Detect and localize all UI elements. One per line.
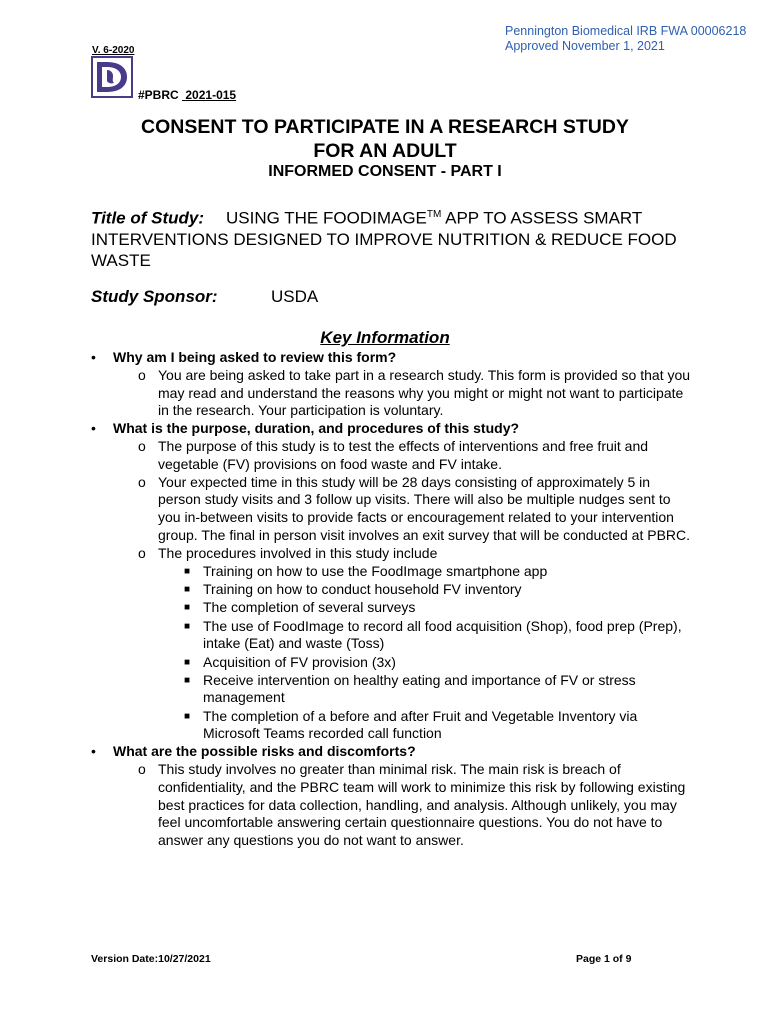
bullet-icon: •	[91, 349, 96, 365]
answer-item	[91, 367, 691, 420]
procedure-text: Training on how to conduct household FV inventory	[203, 581, 522, 598]
irb-approval-stamp	[505, 24, 746, 54]
procedure-text: Training on how to use the FoodImage smartphone app	[203, 562, 548, 579]
bullet-icon: •	[91, 743, 96, 760]
procedure-item	[91, 672, 691, 708]
square-bullet-icon: ■	[184, 602, 191, 614]
square-bullet-icon: ■	[184, 710, 191, 722]
procedure-text: The use of FoodImage to record all food acquisition (Shop), food prep (Prep), intake (Eat) and waste (Toss)	[203, 617, 682, 652]
key-information-list	[91, 349, 691, 850]
answer-text: This study involves no greater than minimal risk. The main risk is breach of confidentiality, and the PBRC team will work to minimize this risk by following existing best practices for data collection, handling, and analysis. Although unlikely, you may feel uncomfortable answering certain questionnaire questions. You do not have to answer any questions you do not want to answer.	[158, 761, 686, 849]
pbrc-logo	[91, 56, 133, 98]
key-information-heading: Key Information	[320, 328, 450, 347]
circle-bullet-icon: o	[138, 761, 146, 778]
trademark-mark: TM	[426, 209, 442, 220]
answer-item	[91, 761, 691, 850]
procedure-text: Acquisition of FV provision (3x)	[203, 653, 396, 670]
study-sponsor-block	[91, 287, 319, 307]
question-item	[91, 743, 691, 761]
procedure-text: The completion of a before and after Fruit and Vegetable Inventory via Microsoft Teams recorded call function	[203, 707, 638, 742]
procedure-item	[91, 581, 691, 599]
procedure-item	[91, 599, 691, 617]
answer-text: Your expected time in this study will be 28 days consisting of approximately 5 in person study visits and 3 follow up visits. There will also be multiple nudges sent to you in-between visits to provide facts or encouragement related to your intervention group. The final in person visit involves an exit survey that will be conducted at PBRC.	[158, 473, 691, 543]
study-sponsor-value: USDA	[271, 287, 319, 306]
procedure-item	[91, 563, 691, 581]
study-sponsor-label: Study Sponsor:	[91, 287, 218, 306]
question-text: Why am I being asked to review this form?	[113, 349, 397, 365]
answer-item	[91, 438, 691, 474]
document-subtitle: INFORMED CONSENT - PART I	[268, 163, 502, 180]
irb-line-2: Approved November 1, 2021	[505, 39, 665, 53]
study-title-text-1: USING THE FOODIMAGE	[226, 208, 427, 228]
form-version: V. 6-2020	[92, 45, 135, 56]
procedure-item	[91, 654, 691, 672]
bullet-icon: •	[91, 420, 96, 437]
answer-text: The purpose of this study is to test the effects of interventions and free fruit and vegetable (FV) provisions on food waste and FV intake.	[158, 437, 649, 472]
procedure-text: The completion of several surveys	[203, 599, 416, 616]
procedure-item	[91, 618, 691, 654]
answer-text: You are being asked to take part in a research study. This form is provided so that you may read and understand the reasons why you might or might not want to participate in the research. Your participation is voluntary.	[158, 366, 691, 419]
procedure-item	[91, 708, 691, 744]
question-text: What is the purpose, duration, and procedures of this study?	[113, 420, 520, 437]
study-title-block	[91, 204, 691, 271]
square-bullet-icon: ■	[184, 584, 191, 596]
answer-item	[91, 545, 691, 563]
document-title-line-1: CONSENT TO PARTICIPATE IN A RESEARCH STUDY	[141, 116, 629, 138]
circle-bullet-icon: o	[138, 366, 146, 383]
study-title-label: Title of Study:	[91, 208, 205, 228]
irb-line-1: Pennington Biomedical IRB FWA 00006218	[505, 24, 747, 38]
answer-item	[91, 474, 691, 545]
square-bullet-icon: ■	[184, 656, 191, 668]
circle-bullet-icon: o	[138, 473, 146, 490]
study-title-text-2: APP TO ASSESS SMART INTERVENTIONS DESIGNED TO IMPROVE NUTRITION & REDUCE FOOD WASTE	[91, 208, 677, 270]
square-bullet-icon: ■	[184, 674, 191, 686]
question-text: What are the possible risks and discomforts?	[113, 743, 416, 760]
circle-bullet-icon: o	[138, 544, 146, 561]
protocol-id: 2021-015	[185, 88, 237, 102]
document-title-line-2: FOR AN ADULT	[313, 140, 457, 162]
circle-bullet-icon: o	[138, 437, 146, 454]
page-number: Page 1 of 9	[576, 953, 632, 965]
square-bullet-icon: ■	[184, 620, 191, 632]
square-bullet-icon: ■	[184, 565, 191, 577]
protocol-prefix: #PBRC	[138, 88, 179, 102]
answer-text: The procedures involved in this study include	[158, 544, 438, 561]
question-item	[91, 420, 691, 438]
version-date: Version Date:10/27/2021	[91, 953, 211, 965]
protocol-number	[138, 88, 236, 102]
procedure-text: Receive intervention on healthy eating and importance of FV or stress management	[203, 671, 636, 706]
question-item	[91, 349, 691, 367]
